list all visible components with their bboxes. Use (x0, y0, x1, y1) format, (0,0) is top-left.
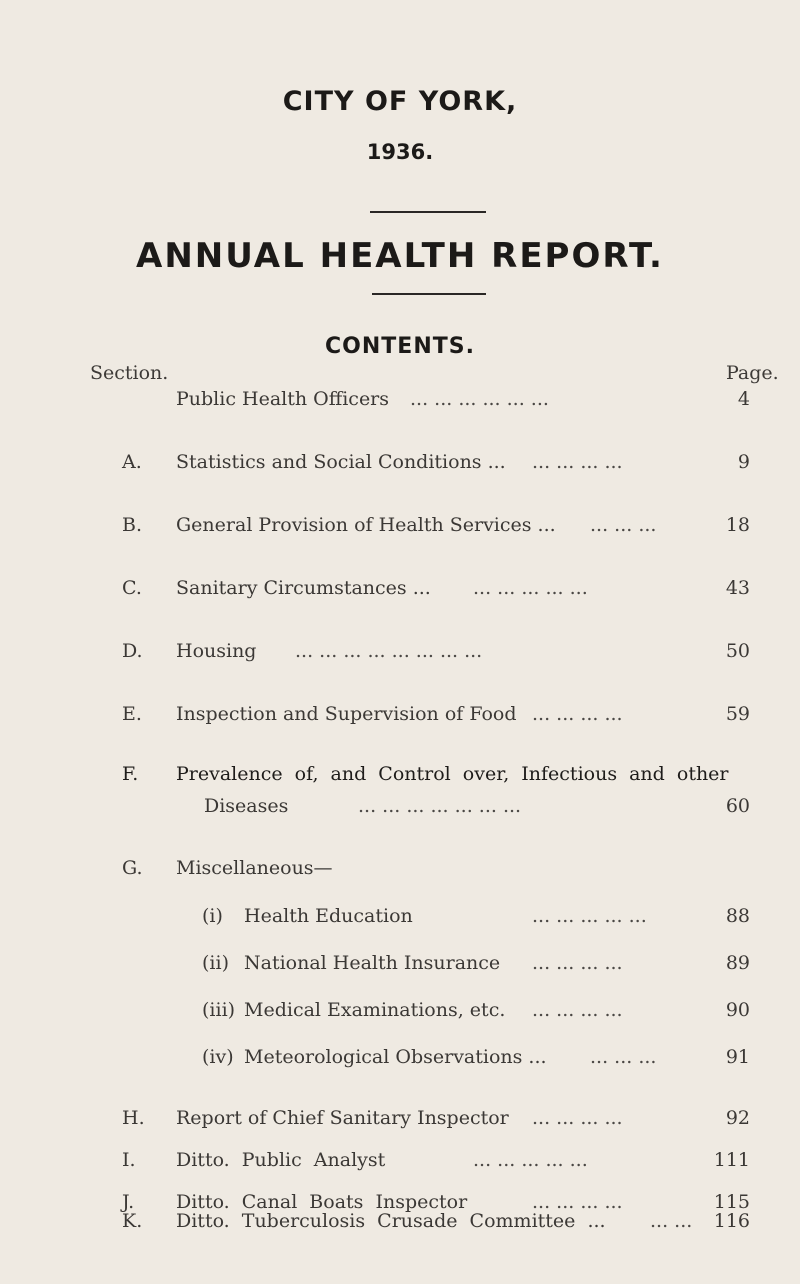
divider-rule (372, 293, 486, 295)
toc-page: 116 (713, 1210, 750, 1232)
toc-label: Report of Chief Sanitary Inspector (176, 1107, 509, 1129)
toc-page: 91 (725, 1046, 750, 1068)
toc-label: Statistics and Social Conditions ... (176, 451, 506, 473)
toc-sub-number: (i) (202, 905, 223, 927)
toc-letter: E. (122, 703, 142, 725)
toc-letter: D. (122, 640, 143, 662)
year-title: 1936. (366, 140, 434, 164)
toc-leader: ... ... ... ... ... ... ... ... (295, 640, 483, 662)
toc-letter: F. (122, 763, 139, 785)
toc-leader: ... ... ... ... ... (532, 905, 647, 927)
page-column-header: Page. (726, 362, 779, 384)
toc-letter: I. (122, 1149, 136, 1171)
toc-letter: K. (122, 1210, 143, 1232)
toc-leader: ... ... ... ... ... ... (410, 388, 549, 410)
toc-page: 88 (725, 905, 750, 927)
toc-leader: ... ... ... ... (532, 999, 623, 1021)
toc-page: 60 (725, 795, 750, 817)
contents-heading: CONTENTS. (325, 334, 475, 359)
toc-label: Meteorological Observations ... (244, 1046, 547, 1068)
toc-label: National Health Insurance (244, 952, 501, 974)
toc-page: 18 (725, 514, 750, 536)
toc-page: 92 (725, 1107, 750, 1129)
toc-leader: ... ... ... ... (532, 1107, 623, 1129)
toc-page: 43 (725, 577, 750, 599)
toc-leader: ... ... ... ... (532, 952, 623, 974)
toc-label: Housing (176, 640, 257, 662)
toc-letter: J. (122, 1191, 135, 1213)
toc-sub-number: (iv) (202, 1046, 234, 1068)
toc-leader: ... ... ... ... ... (473, 577, 588, 599)
toc-page: 59 (725, 703, 750, 725)
city-title: CITY OF YORK, (282, 86, 518, 117)
report-title: ANNUAL HEALTH REPORT. (136, 236, 664, 276)
toc-page: 90 (725, 999, 750, 1021)
toc-page: 50 (725, 640, 750, 662)
toc-leader: ... ... ... ... (532, 451, 623, 473)
toc-letter: C. (122, 577, 142, 599)
section-column-header: Section. (90, 362, 169, 384)
toc-leader: ... ... (650, 1210, 693, 1232)
toc-label: Ditto. Public Analyst (176, 1149, 386, 1171)
divider-rule (370, 211, 486, 213)
toc-letter: G. (122, 857, 143, 879)
toc-sub-number: (iii) (202, 999, 236, 1021)
toc-label: Prevalence of, and Control over, Infectious and other (176, 763, 729, 785)
toc-label: Public Health Officers (176, 388, 390, 410)
toc-page: 4 (737, 388, 750, 410)
toc-page: 9 (737, 451, 750, 473)
toc-label: Sanitary Circumstances ... (176, 577, 431, 599)
toc-label: Ditto. Tuberculosis Crusade Committee ... (176, 1210, 606, 1232)
toc-leader: ... ... ... ... ... ... ... (358, 795, 522, 817)
toc-label: General Provision of Health Services ... (176, 514, 556, 536)
toc-label: Inspection and Supervision of Food (176, 703, 517, 725)
toc-leader: ... ... ... ... (532, 703, 623, 725)
toc-label: Medical Examinations, etc. (244, 999, 506, 1021)
toc-leader: ... ... ... (590, 1046, 657, 1068)
toc-page: 89 (725, 952, 750, 974)
toc-letter: A. (122, 451, 142, 473)
toc-label: Ditto. Canal Boats Inspector (176, 1191, 468, 1213)
toc-leader: ... ... ... (590, 514, 657, 536)
toc-page: 115 (713, 1191, 750, 1213)
toc-letter: B. (122, 514, 143, 536)
toc-label-continued: Diseases (204, 795, 289, 817)
toc-label: Miscellaneous— (176, 857, 333, 879)
toc-leader: ... ... ... ... ... (473, 1149, 588, 1171)
toc-sub-number: (ii) (202, 952, 229, 974)
toc-leader: ... ... ... ... (532, 1191, 623, 1213)
toc-label: Health Education (244, 905, 413, 927)
toc-letter: H. (122, 1107, 145, 1129)
toc-page: 111 (713, 1149, 750, 1171)
